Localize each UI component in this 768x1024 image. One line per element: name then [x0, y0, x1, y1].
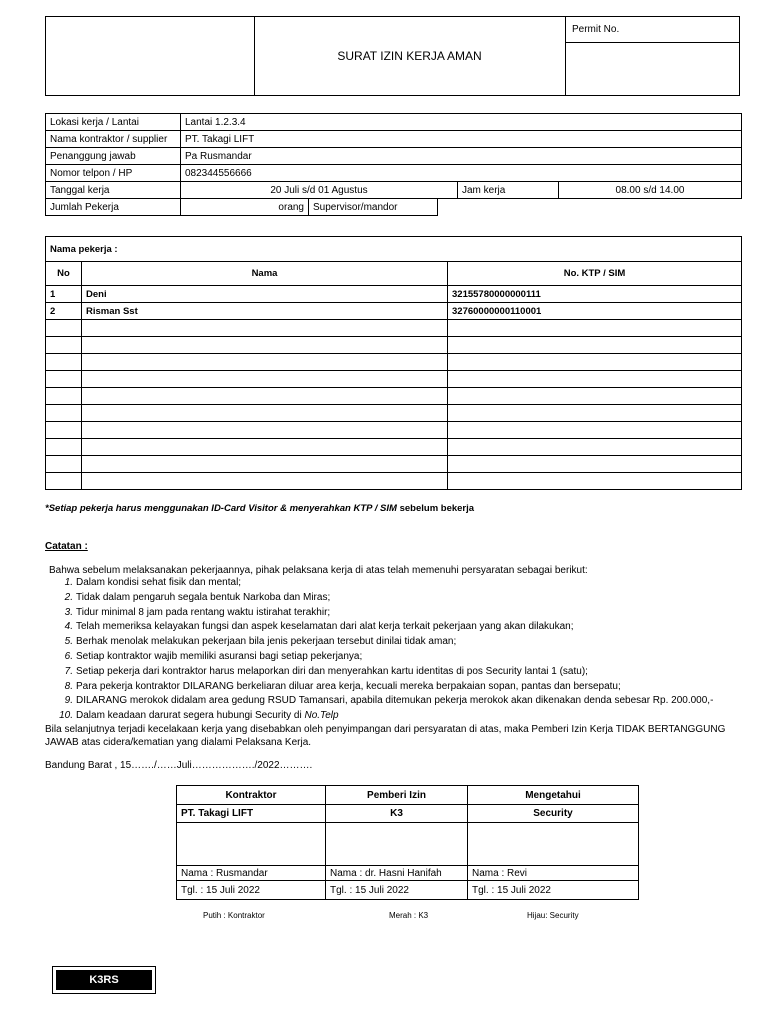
list-number: 10.: [59, 710, 73, 722]
row-kontraktor: [46, 131, 742, 148]
worker-no: 1: [46, 286, 82, 303]
permit-number-field[interactable]: [566, 44, 739, 95]
signature-date-row: [177, 881, 639, 900]
sign-org-pemberi-izin: K3: [326, 805, 468, 823]
jumlah-label: Jumlah Pekerja: [46, 199, 181, 216]
list-number: 8.: [64, 680, 73, 692]
list-item: [52, 665, 713, 680]
catatan-heading: Catatan :: [45, 541, 88, 552]
requirements-list: [52, 576, 713, 724]
empty-row: [46, 456, 742, 473]
list-text: Setiap kontraktor wajib memiliki asuransi bagi setiap pekerjanya;: [76, 650, 363, 662]
empty-row: [46, 320, 742, 337]
pj-label: Penanggung jawab: [46, 148, 181, 165]
empty-cell[interactable]: [448, 405, 742, 422]
kontraktor-label: Nama kontraktor / supplier: [46, 131, 181, 148]
jam-value[interactable]: 08.00 s/d 14.00: [559, 182, 742, 199]
empty-row: [46, 405, 742, 422]
empty-cell[interactable]: [448, 371, 742, 388]
col-nama: Nama: [82, 262, 448, 286]
telp-value[interactable]: 082344556666: [181, 165, 742, 182]
sign-org-kontraktor: PT. Takagi LIFT: [177, 805, 326, 823]
empty-row: [46, 337, 742, 354]
list-number: 2.: [64, 591, 73, 603]
empty-row: [46, 439, 742, 456]
list-number: 3.: [64, 606, 73, 618]
list-number: 5.: [64, 636, 73, 648]
list-item: [52, 635, 713, 650]
row-lokasi: [46, 114, 742, 131]
signature-name-row: [177, 866, 639, 881]
signature-box[interactable]: [177, 823, 326, 866]
empty-cell[interactable]: [448, 456, 742, 473]
empty-cell: [46, 320, 82, 337]
sign-date-mengetahui[interactable]: Tgl. : 15 Juli 2022: [468, 881, 639, 900]
empty-cell[interactable]: [82, 473, 448, 490]
signature-title-row: [177, 786, 639, 805]
list-text: Dalam keadaan darurat segera hubungi Security di: [76, 710, 305, 722]
list-text: Setiap pekerja dari kontraktor harus melaporkan diri dan menyerahkan kartu identitas di pos Security lantai 1 (satu);: [76, 665, 588, 677]
sign-date-kontraktor[interactable]: Tgl. : 15 Juli 2022: [177, 881, 326, 900]
form-header: [45, 16, 740, 96]
list-number: 4.: [64, 621, 73, 633]
col-no: No: [46, 262, 82, 286]
empty-cell: [46, 337, 82, 354]
list-item: [52, 576, 713, 591]
lokasi-label: Lokasi kerja / Lantai: [46, 114, 181, 131]
id-card-note: [45, 503, 474, 514]
empty-cell[interactable]: [82, 422, 448, 439]
workers-header-row: [46, 262, 742, 286]
list-text: Berhak menolak melakukan pekerjaan bila jenis pekerjaan tersebut dinilai tidak aman;: [76, 636, 457, 648]
empty-cell: [46, 439, 82, 456]
row-telpon: [46, 165, 742, 182]
logo-cell: [46, 17, 255, 95]
list-item: [52, 694, 713, 709]
list-text: Telah memeriksa kelayakan fungsi dan aspek keselamatan dari alat kerja terkait pekerjaan yang akan dilakukan;: [76, 621, 574, 633]
row-tanggal: [46, 182, 742, 199]
list-item: [52, 680, 713, 695]
list-text: Tidur minimal 8 jam pada rentang waktu istirahat terakhir;: [76, 606, 331, 618]
empty-cell: [46, 405, 82, 422]
table-row: [46, 286, 742, 303]
empty-cell[interactable]: [82, 320, 448, 337]
id-card-note-tail: sebelum bekerja: [396, 503, 475, 514]
signature-box[interactable]: [468, 823, 639, 866]
empty-row: [46, 473, 742, 490]
orang-label: orang: [181, 199, 309, 216]
worker-nama[interactable]: Deni: [82, 286, 448, 303]
sign-name-mengetahui[interactable]: Nama : Revi: [468, 866, 639, 881]
empty-cell: [46, 456, 82, 473]
empty-cell[interactable]: [448, 354, 742, 371]
empty-row: [46, 388, 742, 405]
place-date-line: Bandung Barat , 15……./……Juli………………./2022……….: [45, 760, 313, 771]
requirements-intro: Bahwa sebelum melaksanakan pekerjaannya, pihak pelaksana kerja di atas telah memenuhi persyaratan sebagai berikut:: [49, 565, 588, 576]
supervisor-label: Supervisor/mandor: [309, 199, 438, 216]
supervisor-value[interactable]: [438, 199, 742, 216]
empty-cell[interactable]: [82, 456, 448, 473]
sign-title-pemberi-izin: Pemberi Izin: [326, 786, 468, 805]
empty-cell: [46, 422, 82, 439]
empty-cell[interactable]: [82, 439, 448, 456]
sign-name-pemberi-izin[interactable]: Nama : dr. Hasni Hanifah: [326, 866, 468, 881]
empty-cell[interactable]: [82, 354, 448, 371]
sign-org-mengetahui: Security: [468, 805, 639, 823]
workers-title-row: [46, 237, 742, 262]
worker-nama[interactable]: Risman Sst: [82, 303, 448, 320]
worker-no: 2: [46, 303, 82, 320]
empty-row: [46, 422, 742, 439]
k3rs-badge: [52, 966, 156, 994]
signature-box[interactable]: [326, 823, 468, 866]
sign-name-kontraktor[interactable]: Nama : Rusmandar: [177, 866, 326, 881]
list-item: [52, 650, 713, 665]
empty-cell[interactable]: [448, 473, 742, 490]
empty-cell[interactable]: [82, 405, 448, 422]
list-item: [52, 709, 713, 724]
empty-cell[interactable]: [82, 371, 448, 388]
list-number: 9.: [64, 695, 73, 707]
copy-hijau: Hijau: Security: [527, 911, 579, 920]
empty-cell: [46, 354, 82, 371]
row-penanggung-jawab: [46, 148, 742, 165]
worker-ktp[interactable]: 32155780000000111: [448, 286, 742, 303]
pj-value[interactable]: Pa Rusmandar: [181, 148, 742, 165]
list-text: Tidak dalam pengaruh segala bentuk Narkoba dan Miras;: [76, 591, 331, 603]
disclaimer-text: Bila selanjutnya terjadi kecelakaan kerja yang disebabkan oleh penyimpangan dari persyaratan di atas, maka Pemberi Izin Kerja TIDAK BERTANGGUNG JAWAB atas cidera/kematian yang dialami Pelaksana Kerja.: [45, 724, 726, 748]
copy-merah: Merah : K3: [389, 911, 429, 920]
row-jumlah: [46, 199, 742, 216]
worker-ktp[interactable]: 32760000000110001: [448, 303, 742, 320]
empty-cell[interactable]: [82, 388, 448, 405]
list-text: Para pekerja kontraktor DILARANG berkeliaran diluar area kerja, kecuali mereka berpakaian sopan, pantas dan bersepatu;: [76, 680, 621, 692]
form-title: SURAT IZIN KERJA AMAN: [254, 17, 566, 95]
empty-cell[interactable]: [448, 388, 742, 405]
list-number: 1.: [64, 577, 73, 588]
tanggal-label: Tanggal kerja: [46, 182, 181, 199]
list-text: DILARANG merokok didalam area gedung RSUD Tamansari, apabila ditemukan pekerja merokok akan dikenakan denda sebesar Rp. 200.000,-: [76, 695, 714, 707]
copy-putih: Putih : Kontraktor: [203, 911, 265, 920]
empty-cell[interactable]: [82, 337, 448, 354]
col-ktp: No. KTP / SIM: [448, 262, 742, 286]
lokasi-value[interactable]: Lantai 1.2.3.4: [181, 114, 742, 131]
signature-space-row: [177, 823, 639, 866]
table-row: [46, 303, 742, 320]
workers-title: Nama pekerja :: [46, 237, 742, 262]
list-item: [52, 620, 713, 635]
empty-cell: [46, 388, 82, 405]
list-text: Dalam kondisi sehat fisik dan mental;: [76, 577, 242, 588]
empty-cell[interactable]: [448, 439, 742, 456]
jam-label: Jam kerja: [458, 182, 559, 199]
list-number: 6.: [64, 650, 73, 662]
empty-cell[interactable]: [448, 320, 742, 337]
list-number: 7.: [64, 665, 73, 677]
sign-title-mengetahui: Mengetahui: [468, 786, 639, 805]
list-item: [52, 591, 713, 606]
workers-table: [45, 236, 742, 490]
k3rs-badge-label: K3RS: [56, 970, 152, 990]
empty-cell: [46, 473, 82, 490]
empty-cell[interactable]: [448, 337, 742, 354]
telp-label: Nomor telpon / HP: [46, 165, 181, 182]
permit-label: Permit No.: [566, 17, 739, 43]
tanggal-value[interactable]: 20 Juli s/d 01 Agustus: [181, 182, 458, 199]
signature-table: [176, 785, 639, 900]
sign-title-kontraktor: Kontraktor: [177, 786, 326, 805]
empty-row: [46, 371, 742, 388]
work-info-table: [45, 113, 742, 216]
list-text-phone: No.Telp: [304, 710, 339, 722]
kontraktor-value[interactable]: PT. Takagi LIFT: [181, 131, 742, 148]
empty-cell[interactable]: [448, 422, 742, 439]
id-card-note-italic: *Setiap pekerja harus menggunakan ID-Card Visitor & menyerahkan KTP / SIM: [45, 503, 397, 514]
sign-date-pemberi-izin[interactable]: Tgl. : 15 Juli 2022: [326, 881, 468, 900]
signature-org-row: [177, 805, 639, 823]
empty-cell: [46, 371, 82, 388]
list-item: [52, 606, 713, 621]
empty-row: [46, 354, 742, 371]
